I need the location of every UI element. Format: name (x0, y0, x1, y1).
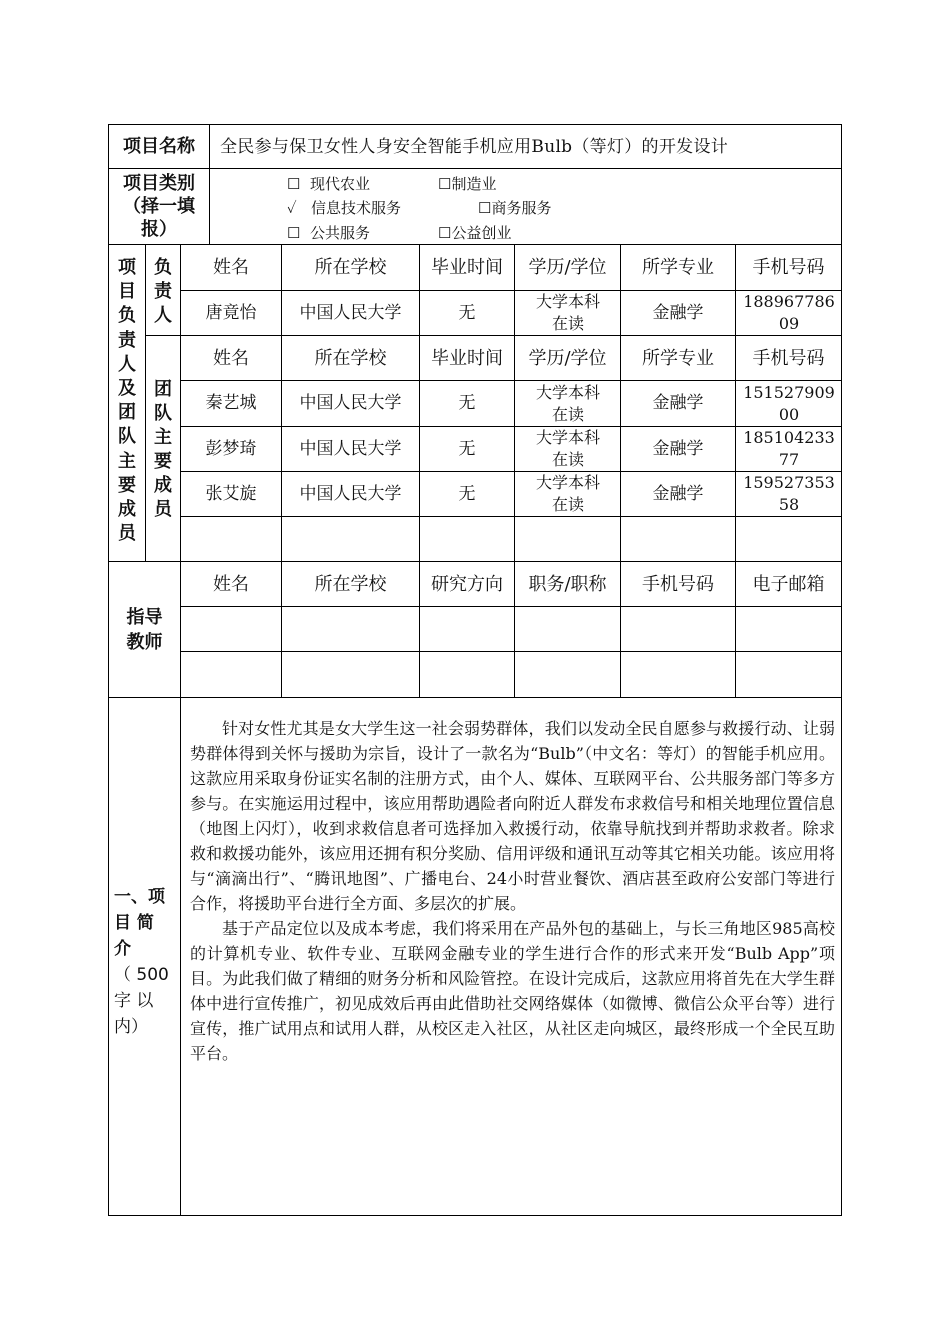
header-grad-time: 毕业时间 (431, 257, 503, 278)
member-grad: 无 (458, 438, 476, 459)
category-option-manufacturing[interactable] (438, 173, 496, 194)
member-degree: 大学本科在读 (535, 473, 600, 514)
advisor-label-line: 教师 (126, 632, 163, 653)
member-major: 金融学 (652, 438, 704, 459)
member-phone: 18510423377 (743, 428, 835, 469)
checkbox-icon[interactable]: ☐ (478, 199, 492, 217)
header-degree: 学历/学位 (528, 257, 607, 278)
advisor-header-title: 职务/职称 (528, 573, 607, 595)
summary-label-line: 内） (114, 1017, 148, 1037)
leader-label-char: 负 (154, 257, 172, 278)
advisor-header-name: 姓名 (213, 573, 249, 595)
member-grad: 无 (458, 393, 476, 413)
header-major: 所学专业 (642, 257, 714, 278)
member-phone: 15152790900 (743, 382, 835, 424)
category-option-label: 信息技术服务 (311, 199, 402, 217)
summary-label-line: 介 (114, 939, 131, 959)
summary-label-line: 一、项 (114, 887, 165, 907)
member-name: 彭梦琦 (205, 438, 257, 459)
header-phone: 手机号码 (752, 257, 825, 278)
checkmark-icon[interactable]: ✓ (287, 199, 297, 217)
advisor-header-school: 所在学校 (314, 573, 387, 595)
member-phone: 15952735358 (743, 473, 835, 514)
project-name-label: 项目名称 (123, 136, 195, 157)
leader-grad: 无 (458, 302, 476, 323)
member-label-char: 队 (154, 403, 172, 424)
summary-label (114, 884, 176, 1040)
header-major: 所学专业 (642, 347, 714, 369)
advisor-header-phone: 手机号码 (642, 573, 714, 595)
member-label-char: 要 (154, 451, 172, 472)
summary-paragraph: 针对女性尤其是女大学生这一社会弱势群体，我们以发动全民自愿参与救援行动、让弱势群体得到关怀与援助为宗旨，设计了一款名为“Bulb”（中文名：等灯）的智能手机应用。这款应用采取身份证实名制的注册方式，由个人、媒体、互联网平台、公共服务部门等多方参与。在实施运用过程中，该应用帮助遇险者向附近人群发布求救信号和相关地理位置信息（地图上闪灯），收到求救信息者可选择加入救援行动，依靠导航找到并帮助求救者。除求救和救援功能外，该应用还拥有积分奖励、信用评级和通讯互动等其它相关功能。该应用将与“滴滴出行”、“腾讯地图”、广播电台、24小时营业餐饮、酒店甚至政府公安部门等进行合作，将援助平台进行全方面、多层次的扩展。 (190, 719, 835, 913)
header-grad-time: 毕业时间 (431, 347, 503, 369)
member-label (146, 378, 180, 522)
checkbox-icon[interactable]: ☐ (438, 224, 452, 242)
category-option-label: 制造业 (451, 175, 497, 193)
header-school: 所在学校 (314, 347, 387, 369)
category-option-public-welfare[interactable] (438, 222, 511, 243)
member-label-char: 主 (154, 427, 172, 448)
project-name-value: 全民参与保卫女性人身安全智能手机应用Bulb（等灯）的开发设计 (220, 137, 729, 157)
team-side-char: 项 (118, 257, 136, 278)
project-category-label-line: 项目类别 (123, 173, 195, 194)
team-side-char: 负 (118, 305, 136, 327)
checkbox-icon[interactable]: ☐ (287, 175, 301, 193)
header-name: 姓名 (213, 257, 249, 278)
summary-body (190, 716, 835, 1066)
category-option-label: 公益创业 (451, 224, 512, 242)
member-label-char: 员 (154, 499, 172, 520)
member-label-char: 团 (154, 379, 172, 400)
leader-school: 中国人民大学 (299, 302, 402, 323)
leader-label (146, 256, 180, 328)
header-degree: 学历/学位 (528, 347, 607, 369)
summary-label-line: （ 500 (114, 965, 169, 985)
header-phone: 手机号码 (752, 347, 825, 369)
project-category-label-line: 报） (141, 219, 177, 240)
summary-paragraph: 基于产品定位以及成本考虑，我们将采用在产品外包的基础上，与长三角地区985高校的计算机专业、软件专业、互联网金融专业的学生进行合作的形式来开发“Bulb App”项目。为此我们做了精细的财务分析和风险管控。在设计完成后，这款应用将首先在大学生群体中进行宣传推广，初见成效后再由此借助社交网络媒体（如微博、微信公众平台等）进行宣传，推广试用点和试用人群，从校区走入社区，从社区走向城区，最终形成一个全民互助平台。 (190, 919, 835, 1063)
category-option-public-services[interactable] (287, 222, 370, 243)
project-category-label (109, 172, 209, 241)
member-name: 秦艺城 (205, 393, 257, 413)
category-option-business-services[interactable] (478, 197, 551, 218)
member-name: 张艾旋 (205, 483, 257, 504)
category-option-it-services[interactable] (287, 197, 401, 218)
team-side-char: 队 (118, 426, 136, 448)
advisor-header-research: 研究方向 (431, 573, 503, 595)
leader-degree: 大学本科在读 (535, 292, 600, 333)
checkbox-icon[interactable]: ☐ (287, 224, 301, 242)
member-label-char: 成 (154, 475, 172, 496)
category-option-modern-agriculture[interactable] (287, 173, 370, 194)
header-name: 姓名 (213, 347, 249, 369)
member-grad: 无 (458, 483, 476, 504)
summary-label-line: 字 以 (114, 991, 154, 1011)
leader-phone: 18896778609 (743, 292, 835, 333)
member-school: 中国人民大学 (299, 438, 402, 459)
member-major: 金融学 (652, 393, 704, 413)
advisor-header-email: 电子邮箱 (752, 573, 825, 595)
advisor-label-line: 指导 (126, 607, 163, 628)
category-option-label: 现代农业 (310, 175, 371, 193)
leader-label-char: 责 (154, 281, 172, 302)
team-side-char: 要 (118, 474, 136, 496)
team-side-char: 责 (118, 329, 136, 351)
member-degree: 大学本科在读 (535, 428, 600, 469)
team-side-char: 主 (118, 450, 136, 472)
leader-label-char: 人 (154, 305, 172, 326)
team-side-char: 成 (118, 499, 136, 521)
category-option-label: 商务服务 (491, 199, 552, 217)
member-school: 中国人民大学 (299, 483, 402, 504)
checkbox-icon[interactable]: ☐ (438, 175, 452, 193)
summary-label-line: 目 简 (114, 913, 154, 933)
leader-major: 金融学 (652, 302, 704, 323)
team-side-char: 团 (118, 402, 136, 424)
team-side-char: 人 (118, 353, 136, 375)
member-school: 中国人民大学 (299, 393, 402, 413)
category-option-label: 公共服务 (310, 224, 371, 242)
project-category-label-line: （择一填 (123, 196, 195, 217)
team-side-char: 员 (118, 523, 136, 545)
team-side-char: 及 (118, 378, 136, 400)
advisor-label (109, 605, 180, 655)
header-school: 所在学校 (314, 257, 387, 278)
member-degree: 大学本科在读 (535, 382, 600, 424)
member-major: 金融学 (652, 483, 704, 504)
team-side-char: 目 (118, 281, 136, 303)
team-side-label (109, 256, 145, 546)
leader-name: 唐竟怡 (205, 302, 257, 323)
